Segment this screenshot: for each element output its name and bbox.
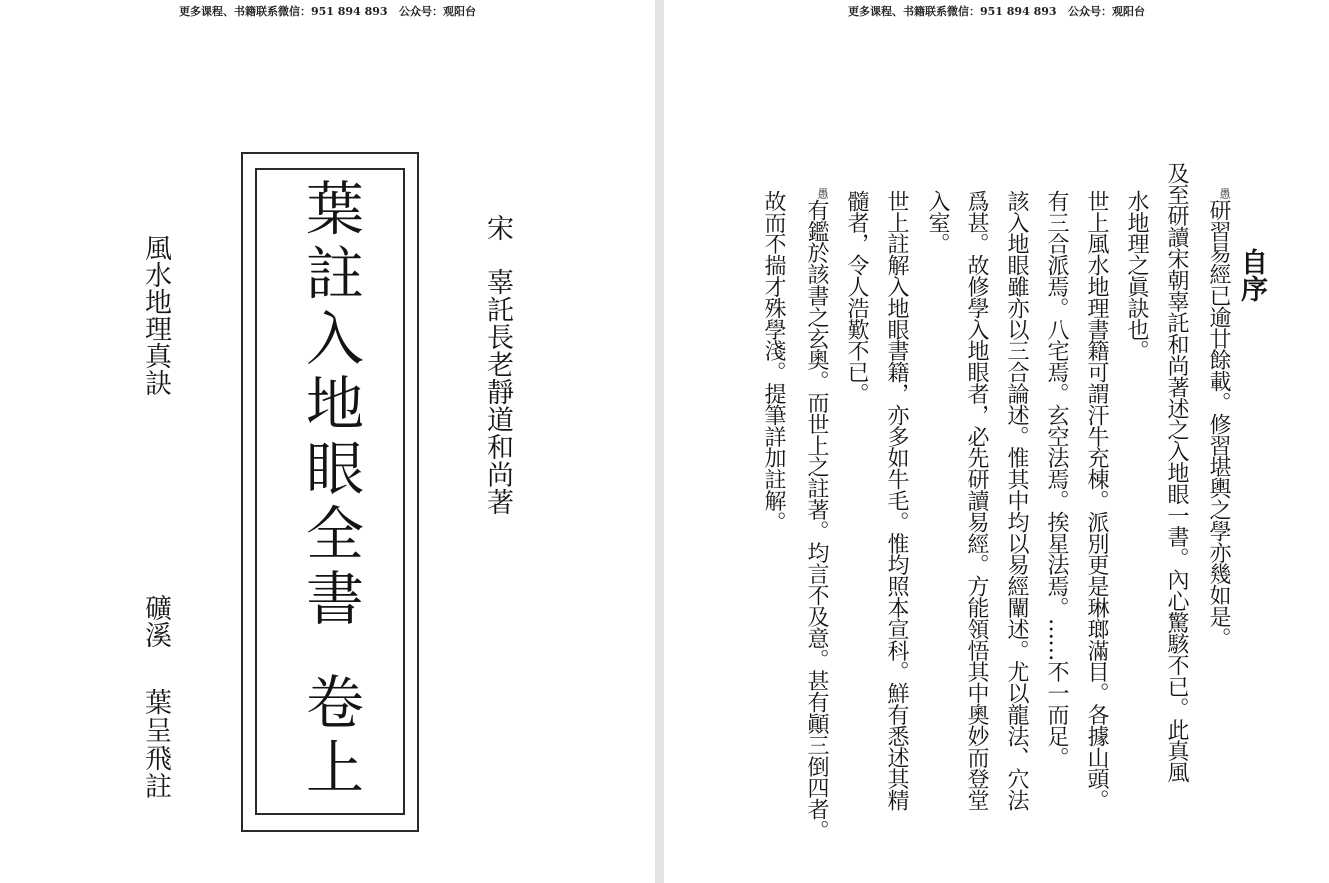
right-page [664, 0, 1329, 883]
annotator-place: 礦溪 [140, 594, 171, 648]
preface-column [965, 190, 987, 811]
column-text: 故而不揣才殊學淺。提筆詳加註解。 [761, 190, 786, 533]
book-title: 葉註入地眼全書 [296, 178, 364, 633]
column-text: 水地理之眞訣也。 [1124, 190, 1149, 362]
column-text: 研習易經已逾廿餘載。修習堪輿之學亦幾如是。 [1206, 199, 1231, 649]
dynasty-label: 宋 [482, 214, 513, 241]
preface-column [845, 190, 867, 404]
column-text: 有鑑於該書之玄奧。而世上之註著。均言不及意。甚有顚三倒四者。 [804, 199, 829, 842]
column-text: 世上註解入地眼書籍，亦多如牛毛。惟均照本宣科。鮮有悉述其精 [884, 190, 909, 811]
preface-column [1045, 190, 1067, 768]
preface-column [1125, 190, 1147, 361]
author-label: 辜託長老靜道和尚著 [482, 268, 513, 516]
column-text: 有三合派焉。八宅焉。玄空法焉。挨星法焉。……不一而足。 [1044, 190, 1069, 768]
preface-column [926, 190, 948, 254]
column-prefix-char: 愚 [1218, 188, 1231, 199]
page-gap [655, 0, 664, 883]
preface-column [1207, 188, 1229, 648]
left-page [0, 0, 655, 883]
column-text: 入室。 [925, 190, 950, 255]
preface-column [762, 190, 784, 532]
column-text: 世上風水地理書籍可謂汗牛充棟。派別更是琳瑯滿目。各據山頭。 [1084, 190, 1109, 811]
preface-column [805, 188, 827, 841]
column-text: 及至研讀宋朝辜託和尚著述之入地眼一書。內心驚駭不已。此真風 [1164, 162, 1189, 783]
page-header-note: 更多课程、书籍联系微信：951 894 893 公众号：观阳台 [178, 5, 477, 18]
preface-heading: 自序 [1236, 248, 1267, 302]
column-text: 爲甚。故修學入地眼者，必先研讀易經。方能領悟其中奧妙而登堂 [964, 190, 989, 811]
book-subtitle: 風水地理真訣 [140, 234, 171, 396]
preface-column [885, 190, 907, 811]
column-text: 該入地眼雖亦以三合論述。惟其中均以易經闡述。尤以龍法、穴法 [1004, 190, 1029, 811]
column-prefix-char: 愚 [816, 188, 829, 199]
preface-column [1085, 190, 1107, 811]
page-header-note: 更多课程、书籍联系微信：951 894 893 公众号：观阳台 [847, 5, 1146, 18]
annotator-name: 葉呈飛註 [140, 688, 171, 800]
preface-column [1165, 162, 1187, 783]
volume-label: 卷上 [296, 672, 364, 802]
preface-column [1005, 190, 1027, 811]
column-text: 髓者，令人浩歎不已。 [844, 190, 869, 405]
